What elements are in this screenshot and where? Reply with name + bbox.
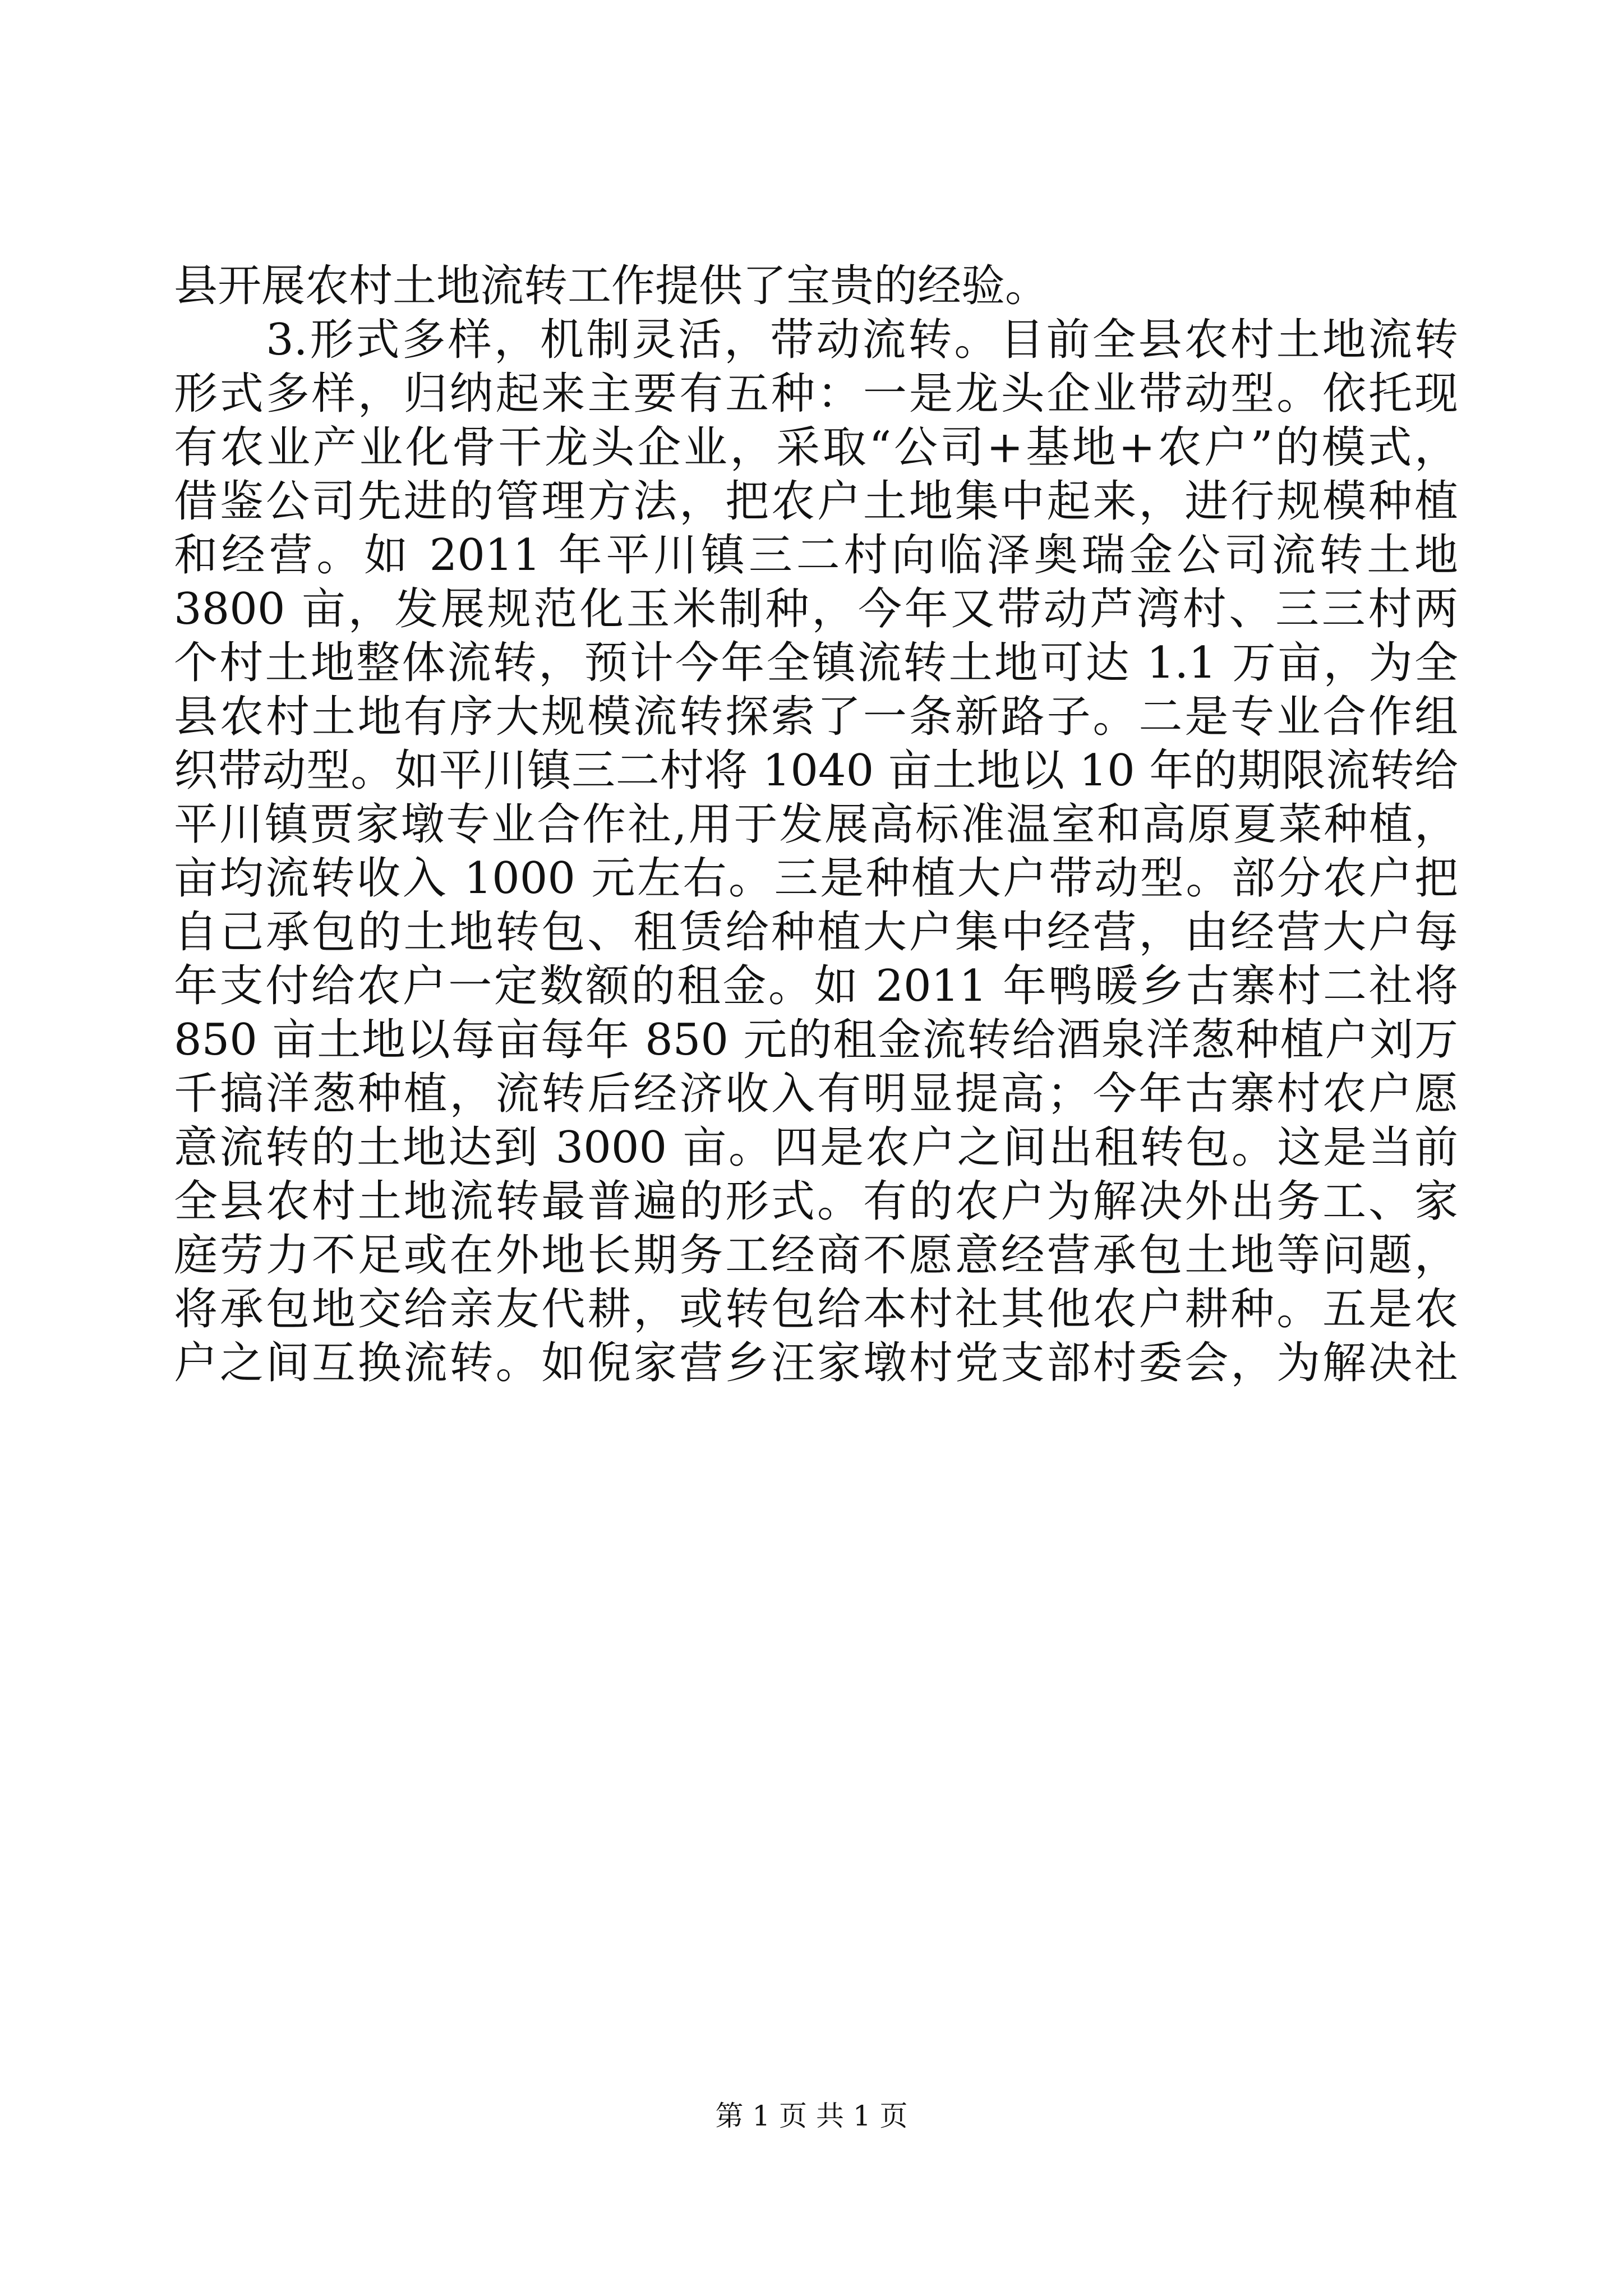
text-line: 户之间互换流转。如倪家营乡汪家墩村党支部村委会，为解决社 — [174, 1338, 1458, 1388]
page-footer — [0, 2099, 1623, 2133]
text-line: 织带动型。如平川镇三二村将 1040 亩土地以 10 年的期限流转给 — [174, 746, 1458, 796]
text-line: 年支付给农户一定数额的租金。如 2011 年鸭暖乡古寨村二社将 — [174, 961, 1458, 1011]
text-line: 和经营。如 2011 年平川镇三二村向临泽奥瑞金公司流转土地 — [174, 530, 1458, 581]
text-line: 县农村土地有序大规模流转探索了一条新路子。二是专业合作组 — [174, 692, 1458, 742]
text-line: 个村土地整体流转，预计今年全镇流转土地可达 1.1 万亩，为全 — [174, 638, 1458, 688]
text-line: 借鉴公司先进的管理方法，把农户土地集中起来，进行规模种植 — [174, 476, 1458, 527]
text-line: 形式多样，归纳起来主要有五种：一是龙头企业带动型。依托现 — [174, 369, 1458, 419]
body-text — [174, 259, 1458, 1390]
text-line: 亩均流转收入 1000 元左右。三是种植大户带动型。部分农户把 — [174, 853, 1458, 904]
text-line: 将承包地交给亲友代耕，或转包给本村社其他农户耕种。五是农 — [174, 1284, 1458, 1335]
text-line: 自己承包的土地转包、租赁给种植大户集中经营，由经营大户每 — [174, 907, 1458, 958]
text-line: 850 亩土地以每亩每年 850 元的租金流转给酒泉洋葱种植户刘万 — [174, 1015, 1458, 1065]
text-line: 县开展农村土地流转工作提供了宝贵的经验。 — [174, 261, 1049, 311]
text-line: 有农业产业化骨干龙头企业，采取“公司+基地+农户”的模式， — [174, 422, 1458, 473]
page-number-label: 第 1 页 共 1 页 — [715, 2100, 908, 2132]
text-line: 3800 亩，发展规范化玉米制种，今年又带动芦湾村、三三村两 — [174, 584, 1458, 634]
text-line: 平川镇贾家墩专业合作社,用于发展高标准温室和高原夏菜种植， — [174, 799, 1458, 850]
text-line: 全县农村土地流转最普遍的形式。有的农户为解决外出务工、家 — [174, 1176, 1458, 1227]
text-line: 意流转的土地达到 3000 亩。四是农户之间出租转包。这是当前 — [174, 1122, 1458, 1173]
text-line: 庭劳力不足或在外地长期务工经商不愿意经营承包土地等问题， — [174, 1230, 1458, 1281]
text-line: 3.形式多样，机制灵活，带动流转。目前全县农村土地流转 — [174, 315, 1458, 365]
text-line: 千搞洋葱种植，流转后经济收入有明显提高；今年古寨村农户愿 — [174, 1069, 1458, 1119]
